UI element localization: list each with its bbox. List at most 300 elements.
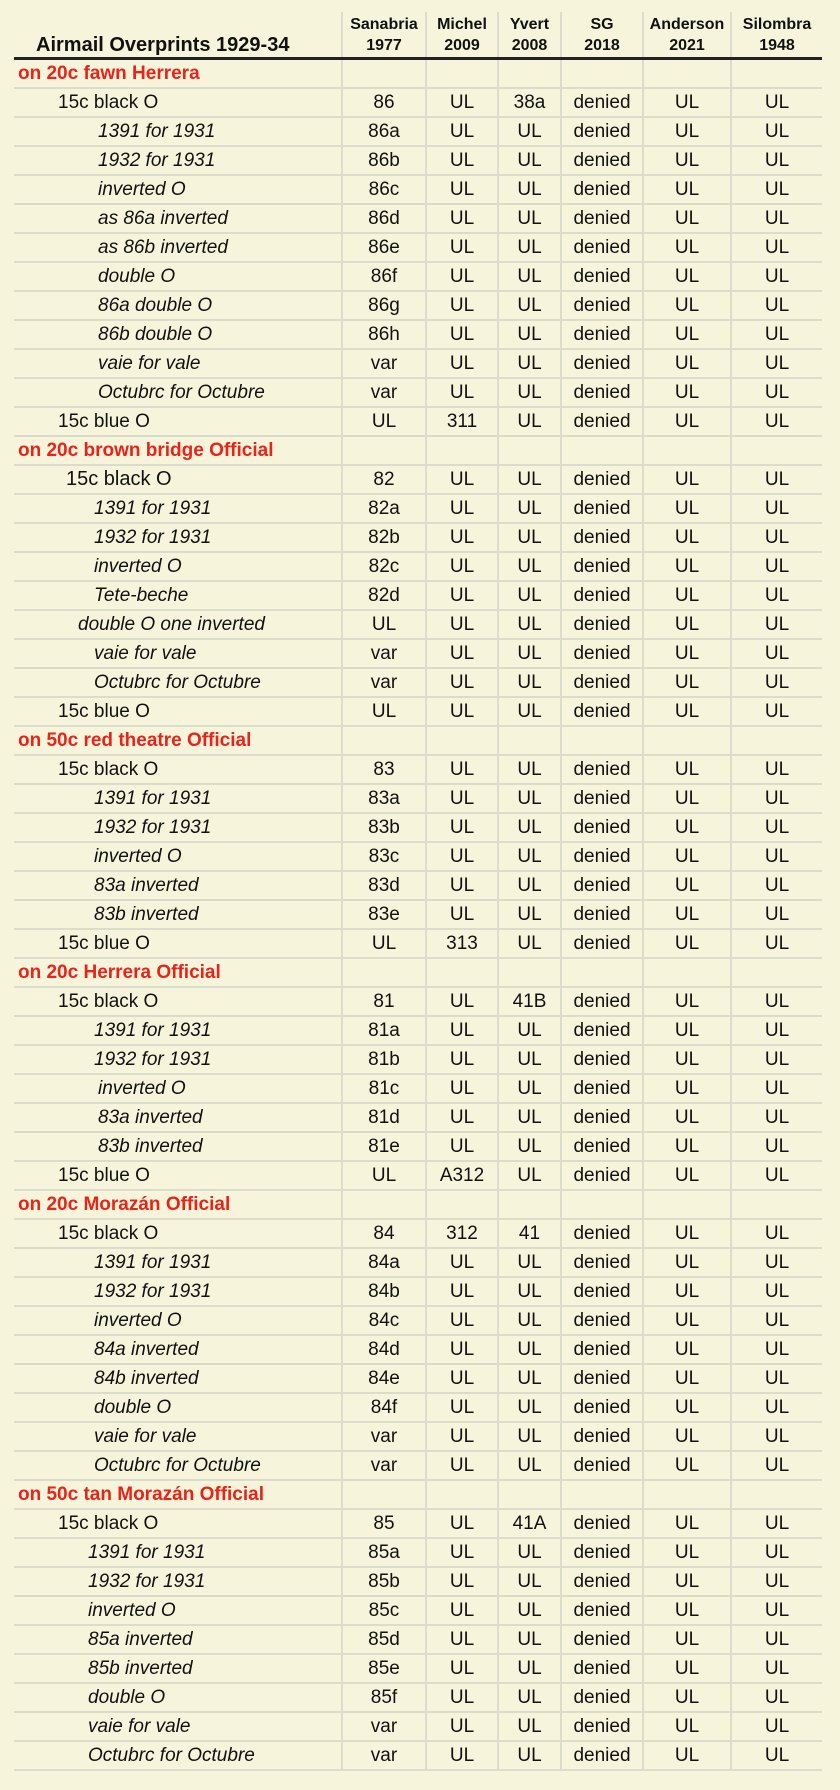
cell-sg: denied [561,378,643,407]
cell-anderson: UL [643,755,731,784]
cell-anderson: UL [643,204,731,233]
cell-michel: UL [426,1277,498,1306]
cell-sg: denied [561,349,643,378]
variety-label: double O one inverted [14,610,342,639]
cell-silombra: UL [731,1364,822,1393]
empty-cell [498,726,561,755]
variety-label: Octubrc for Octubre [14,668,342,697]
cell-yvert: UL [498,610,561,639]
cell-sg: denied [561,697,643,726]
cell-silombra: UL [731,291,822,320]
column-name: SG [590,15,614,33]
cell-yvert: UL [498,1567,561,1596]
section-row [14,59,822,89]
cell-yvert: UL [498,813,561,842]
cell-silombra: UL [731,755,822,784]
cell-yvert: UL [498,1683,561,1712]
cell-sanabria: 85c [342,1596,426,1625]
variety-label: 86a double O [14,291,342,320]
table-row [14,1422,822,1451]
cell-michel: UL [426,871,498,900]
cell-silombra: UL [731,1074,822,1103]
empty-cell [643,726,731,755]
cell-silombra: UL [731,1567,822,1596]
table-row [14,1538,822,1567]
cell-anderson: UL [643,1596,731,1625]
table-row [14,1277,822,1306]
cell-sg: denied [561,610,643,639]
cell-yvert: UL [498,900,561,929]
cell-silombra: UL [731,233,822,262]
cell-michel: UL [426,291,498,320]
cell-anderson: UL [643,1364,731,1393]
cell-yvert: UL [498,1451,561,1480]
cell-yvert: 41A [498,1509,561,1538]
column-header-sanabria [342,12,426,59]
cell-anderson: UL [643,987,731,1016]
section-heading: on 20c brown bridge Official [14,436,342,465]
cell-yvert: UL [498,320,561,349]
cell-silombra: UL [731,552,822,581]
cell-silombra: UL [731,1393,822,1422]
cell-michel: UL [426,378,498,407]
cell-yvert: UL [498,755,561,784]
cell-michel: UL [426,1567,498,1596]
cell-sanabria: 81b [342,1045,426,1074]
cell-yvert: UL [498,1741,561,1770]
variety-label: 1391 for 1931 [14,1248,342,1277]
column-year: 2018 [584,36,620,54]
cell-michel: UL [426,1074,498,1103]
variety-label: 85b inverted [14,1654,342,1683]
cell-sanabria: 83 [342,755,426,784]
table-row [14,204,822,233]
cell-anderson: UL [643,668,731,697]
cell-silombra: UL [731,378,822,407]
cell-anderson: UL [643,1219,731,1248]
cell-yvert: UL [498,697,561,726]
cell-anderson: UL [643,1277,731,1306]
cell-michel: UL [426,1045,498,1074]
empty-cell [561,1480,643,1509]
cell-sanabria: var [342,1422,426,1451]
cell-sanabria: 86b [342,146,426,175]
cell-sg: denied [561,639,643,668]
cell-sanabria: 86d [342,204,426,233]
cell-michel: UL [426,1306,498,1335]
table-row [14,1103,822,1132]
cell-michel: UL [426,1016,498,1045]
cell-michel: UL [426,1451,498,1480]
cell-sanabria: 86 [342,88,426,117]
cell-anderson: UL [643,1654,731,1683]
table-row [14,523,822,552]
section-row [14,1480,822,1509]
variety-label: as 86b inverted [14,233,342,262]
variety-label: vaie for vale [14,349,342,378]
cell-michel: UL [426,1422,498,1451]
cell-silombra: UL [731,1741,822,1770]
cell-sanabria: 82b [342,523,426,552]
table-row [14,349,822,378]
cell-yvert: UL [498,262,561,291]
cell-sg: denied [561,1045,643,1074]
cell-michel: UL [426,581,498,610]
cell-silombra: UL [731,523,822,552]
cell-anderson: UL [643,291,731,320]
cell-sg: denied [561,1538,643,1567]
table-row [14,1654,822,1683]
cell-anderson: UL [643,494,731,523]
cell-anderson: UL [643,465,731,494]
empty-cell [342,1190,426,1219]
table-row [14,262,822,291]
cell-anderson: UL [643,1161,731,1190]
empty-cell [643,436,731,465]
cell-anderson: UL [643,1509,731,1538]
cell-sanabria: 81c [342,1074,426,1103]
cell-silombra: UL [731,639,822,668]
cell-yvert: 41 [498,1219,561,1248]
cell-sanabria: 86g [342,291,426,320]
cell-sg: denied [561,1161,643,1190]
section-heading: on 20c fawn Herrera [14,59,342,89]
cell-silombra: UL [731,204,822,233]
cell-anderson: UL [643,146,731,175]
cell-sg: denied [561,1074,643,1103]
cell-anderson: UL [643,320,731,349]
table-row [14,755,822,784]
empty-cell [731,958,822,987]
empty-cell [731,436,822,465]
cell-sanabria: UL [342,697,426,726]
cell-silombra: UL [731,1683,822,1712]
empty-cell [426,59,498,89]
variety-label: 15c black O [14,1509,342,1538]
table-row [14,1132,822,1161]
cell-anderson: UL [643,1074,731,1103]
section-row [14,436,822,465]
section-heading: on 20c Morazán Official [14,1190,342,1219]
cell-silombra: UL [731,610,822,639]
cell-yvert: UL [498,1538,561,1567]
cell-silombra: UL [731,175,822,204]
cell-michel: UL [426,1248,498,1277]
variety-label: inverted O [14,1074,342,1103]
cell-anderson: UL [643,581,731,610]
table-row [14,697,822,726]
cell-sg: denied [561,784,643,813]
cell-yvert: UL [498,117,561,146]
cell-silombra: UL [731,320,822,349]
table-row [14,233,822,262]
cell-anderson: UL [643,1248,731,1277]
cell-sg: denied [561,1277,643,1306]
cell-michel: UL [426,1132,498,1161]
cell-silombra: UL [731,668,822,697]
variety-label: 15c blue O [14,697,342,726]
cell-yvert: UL [498,233,561,262]
empty-cell [498,958,561,987]
table-row [14,552,822,581]
cell-yvert: UL [498,639,561,668]
table-row [14,900,822,929]
variety-label: 1391 for 1931 [14,117,342,146]
cell-sanabria: UL [342,407,426,436]
cell-silombra: UL [731,88,822,117]
cell-yvert: UL [498,494,561,523]
variety-label: 83a inverted [14,1103,342,1132]
table-row [14,1016,822,1045]
empty-cell [498,1480,561,1509]
empty-cell [498,1190,561,1219]
cell-michel: UL [426,1596,498,1625]
cell-anderson: UL [643,813,731,842]
cell-sg: denied [561,117,643,146]
cell-yvert: UL [498,581,561,610]
cell-yvert: UL [498,1625,561,1654]
column-name: Sanabria [350,15,418,33]
cell-yvert: UL [498,1132,561,1161]
cell-yvert: UL [498,842,561,871]
variety-label: Octubrc for Octubre [14,1741,342,1770]
empty-cell [342,726,426,755]
cell-yvert: UL [498,1306,561,1335]
cell-sanabria: 83c [342,842,426,871]
cell-michel: UL [426,262,498,291]
cell-silombra: UL [731,784,822,813]
cell-yvert: UL [498,378,561,407]
empty-cell [731,59,822,89]
cell-anderson: UL [643,1103,731,1132]
cell-yvert: UL [498,1596,561,1625]
table-row [14,813,822,842]
cell-anderson: UL [643,842,731,871]
cell-sanabria: 84e [342,1364,426,1393]
column-header-anderson [643,12,731,59]
empty-cell [342,59,426,89]
cell-silombra: UL [731,697,822,726]
empty-cell [731,1190,822,1219]
table-row [14,1683,822,1712]
cell-sg: denied [561,233,643,262]
variety-label: vaie for vale [14,1422,342,1451]
table-row [14,465,822,494]
variety-label: 83a inverted [14,871,342,900]
table-row [14,1248,822,1277]
cell-sg: denied [561,1335,643,1364]
cell-yvert: UL [498,349,561,378]
cell-sg: denied [561,1683,643,1712]
cell-silombra: UL [731,987,822,1016]
table-row [14,987,822,1016]
cell-yvert: UL [498,291,561,320]
cell-sanabria: 82 [342,465,426,494]
empty-cell [426,436,498,465]
overprints-table [14,12,822,1771]
cell-anderson: UL [643,639,731,668]
cell-sg: denied [561,842,643,871]
table-title: Airmail Overprints 1929-34 [14,12,342,59]
cell-michel: UL [426,1103,498,1132]
cell-anderson: UL [643,523,731,552]
cell-anderson: UL [643,1045,731,1074]
cell-yvert: 38a [498,88,561,117]
cell-sg: denied [561,465,643,494]
cell-michel: UL [426,610,498,639]
empty-cell [561,1190,643,1219]
variety-label: 84b inverted [14,1364,342,1393]
variety-label: 85a inverted [14,1625,342,1654]
cell-sanabria: 84b [342,1277,426,1306]
table-row [14,1074,822,1103]
column-year: 1948 [759,36,795,54]
table-row [14,929,822,958]
cell-michel: UL [426,1654,498,1683]
table-body [14,59,822,1771]
cell-sanabria: 84 [342,1219,426,1248]
variety-label: 1391 for 1931 [14,1016,342,1045]
cell-michel: UL [426,900,498,929]
cell-sg: denied [561,987,643,1016]
empty-cell [643,1190,731,1219]
cell-anderson: UL [643,1016,731,1045]
cell-sg: denied [561,1509,643,1538]
table-row [14,1161,822,1190]
table-row [14,1306,822,1335]
table-row [14,146,822,175]
cell-sg: denied [561,291,643,320]
empty-cell [426,1480,498,1509]
section-heading: on 50c tan Morazán Official [14,1480,342,1509]
variety-label: inverted O [14,1596,342,1625]
section-row [14,958,822,987]
cell-sg: denied [561,1567,643,1596]
variety-label: 1932 for 1931 [14,523,342,552]
empty-cell [731,726,822,755]
empty-cell [342,1480,426,1509]
cell-anderson: UL [643,1422,731,1451]
cell-michel: A312 [426,1161,498,1190]
variety-label: 83b inverted [14,900,342,929]
cell-sanabria: var [342,639,426,668]
cell-sanabria: 83d [342,871,426,900]
cell-yvert: UL [498,1248,561,1277]
table-row [14,378,822,407]
cell-sg: denied [561,929,643,958]
cell-michel: UL [426,784,498,813]
variety-label: Octubrc for Octubre [14,378,342,407]
cell-anderson: UL [643,1683,731,1712]
cell-sg: denied [561,1103,643,1132]
cell-anderson: UL [643,552,731,581]
table-row [14,668,822,697]
cell-michel: UL [426,88,498,117]
cell-silombra: UL [731,407,822,436]
cell-sg: denied [561,871,643,900]
cell-anderson: UL [643,1567,731,1596]
table-row [14,117,822,146]
cell-silombra: UL [731,262,822,291]
cell-anderson: UL [643,1625,731,1654]
cell-michel: UL [426,668,498,697]
column-name: Michel [437,15,487,33]
cell-sanabria: 85f [342,1683,426,1712]
empty-cell [342,436,426,465]
cell-silombra: UL [731,1422,822,1451]
cell-michel: 312 [426,1219,498,1248]
table-row [14,842,822,871]
cell-yvert: UL [498,523,561,552]
cell-sg: denied [561,146,643,175]
variety-label: 15c black O [14,755,342,784]
cell-yvert: UL [498,1422,561,1451]
cell-yvert: UL [498,1277,561,1306]
variety-label: 15c blue O [14,1161,342,1190]
cell-yvert: UL [498,407,561,436]
table-row [14,1596,822,1625]
cell-silombra: UL [731,581,822,610]
table-row [14,1393,822,1422]
cell-silombra: UL [731,1654,822,1683]
cell-sg: denied [561,813,643,842]
empty-cell [561,59,643,89]
table-row [14,610,822,639]
cell-sg: denied [561,1248,643,1277]
cell-sg: denied [561,1016,643,1045]
table-row [14,1451,822,1480]
table-row [14,88,822,117]
cell-michel: UL [426,1625,498,1654]
table-row [14,1045,822,1074]
cell-anderson: UL [643,88,731,117]
cell-silombra: UL [731,1248,822,1277]
cell-michel: UL [426,204,498,233]
cell-sg: denied [561,581,643,610]
cell-yvert: UL [498,1161,561,1190]
cell-sg: denied [561,88,643,117]
table-row [14,1364,822,1393]
cell-anderson: UL [643,349,731,378]
variety-label: 15c blue O [14,929,342,958]
cell-sg: denied [561,1741,643,1770]
variety-label: inverted O [14,1306,342,1335]
cell-silombra: UL [731,117,822,146]
cell-silombra: UL [731,349,822,378]
cell-anderson: UL [643,697,731,726]
table-row [14,639,822,668]
cell-michel: UL [426,1335,498,1364]
cell-sg: denied [561,320,643,349]
variety-label: as 86a inverted [14,204,342,233]
cell-anderson: UL [643,378,731,407]
cell-silombra: UL [731,465,822,494]
cell-silombra: UL [731,1509,822,1538]
cell-sg: denied [561,552,643,581]
cell-silombra: UL [731,146,822,175]
cell-silombra: UL [731,1219,822,1248]
cell-michel: UL [426,320,498,349]
cell-sg: denied [561,1451,643,1480]
cell-sg: denied [561,1625,643,1654]
cell-yvert: UL [498,204,561,233]
cell-sanabria: 85e [342,1654,426,1683]
cell-sanabria: var [342,1712,426,1741]
empty-cell [498,59,561,89]
cell-sg: denied [561,494,643,523]
cell-silombra: UL [731,842,822,871]
cell-anderson: UL [643,175,731,204]
